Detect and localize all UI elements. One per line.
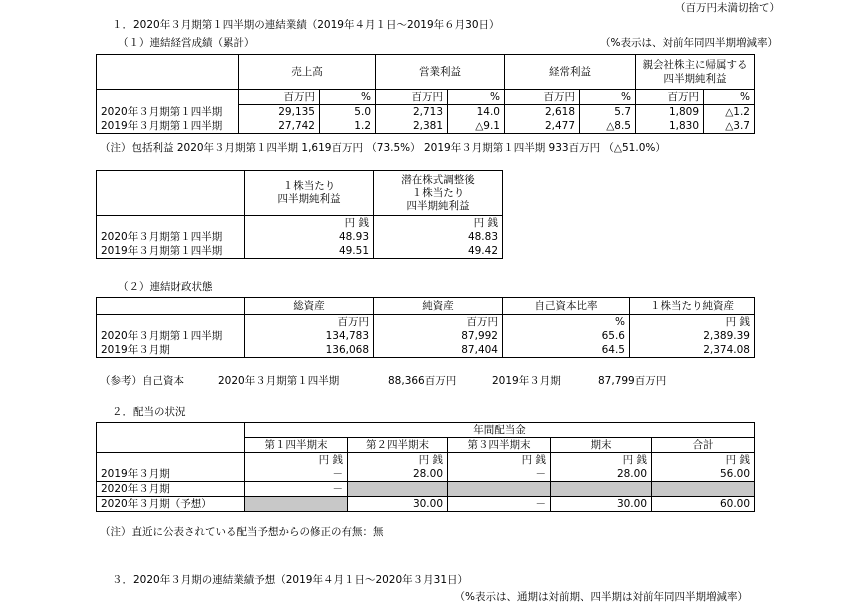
header-bps: １株当たり純資産 bbox=[630, 298, 755, 315]
cell: △8.5 bbox=[580, 119, 636, 134]
table-row bbox=[97, 482, 755, 497]
header-q3: 第３四半期末 bbox=[448, 438, 551, 453]
table-row bbox=[97, 329, 755, 343]
table-row bbox=[97, 497, 755, 512]
unit: 百万円 bbox=[239, 90, 320, 105]
header-q1: 第１四半期末 bbox=[245, 438, 348, 453]
row-label: 2020年３月期第１四半期 bbox=[101, 329, 223, 342]
cell: 2,389.39 bbox=[630, 329, 755, 343]
unit: 百万円 bbox=[374, 315, 503, 330]
header-net-assets: 純資産 bbox=[374, 298, 503, 315]
cell: 27,742 bbox=[239, 119, 320, 134]
table-row bbox=[97, 244, 503, 259]
percent-note: （%表示は、対前年同四半期増減率） bbox=[600, 37, 778, 49]
header-equity-ratio: 自己資本比率 bbox=[503, 298, 630, 315]
row-label: 2019年３月期 bbox=[101, 343, 170, 356]
row-label: 2019年３月期 bbox=[101, 467, 170, 480]
cell: 48.83 bbox=[374, 230, 503, 244]
row-label: 2020年３月期第１四半期 bbox=[101, 105, 223, 118]
cell: 136,068 bbox=[245, 343, 374, 358]
header-net-income: 親会社株主に帰属する 四半期純利益 bbox=[636, 55, 755, 90]
section2-title: ２．配当の状況 bbox=[112, 406, 186, 418]
header-operating-income: 営業利益 bbox=[376, 55, 505, 90]
table-row bbox=[97, 105, 755, 120]
cell: 2,381 bbox=[376, 119, 448, 134]
forecast-percent-note: （%表示は、通期は対前期、四半期は対前年同四半期増減率） bbox=[454, 591, 748, 603]
table-row bbox=[97, 230, 503, 244]
cell: 2,374.08 bbox=[630, 343, 755, 358]
cell: △1.2 bbox=[704, 105, 755, 120]
unit: 百万円 bbox=[376, 90, 448, 105]
operating-results-title: （１）連結経営成績（累計） bbox=[118, 37, 255, 49]
financial-position-title: （２）連結財政状態 bbox=[118, 281, 213, 293]
unit: % bbox=[580, 90, 636, 105]
cell: 28.00 bbox=[551, 467, 652, 482]
reference-period-1: 2020年３月期第１四半期 bbox=[218, 375, 340, 387]
per-share-table bbox=[96, 170, 503, 259]
header-annual-dividends: 年間配当金 bbox=[245, 423, 755, 438]
header-diluted-eps: 潜在株式調整後 １株当たり 四半期純利益 bbox=[374, 171, 503, 216]
financial-position-table bbox=[96, 297, 755, 358]
cell: 48.93 bbox=[245, 230, 374, 244]
table-row bbox=[97, 119, 755, 134]
header-sales: 売上高 bbox=[239, 55, 376, 90]
dividends-table bbox=[96, 422, 755, 512]
reference-value-2: 87,799百万円 bbox=[598, 375, 667, 387]
cell bbox=[551, 482, 652, 497]
unit: % bbox=[704, 90, 755, 105]
cell: 134,783 bbox=[245, 329, 374, 343]
cell: － bbox=[448, 497, 551, 512]
unit: 円 銭 bbox=[448, 453, 551, 468]
cell bbox=[652, 482, 755, 497]
cell: 1,809 bbox=[636, 105, 704, 120]
cell: 56.00 bbox=[652, 467, 755, 482]
cell: 29,135 bbox=[239, 105, 320, 120]
cell: 1,830 bbox=[636, 119, 704, 134]
cell bbox=[448, 482, 551, 497]
cell: 2,618 bbox=[505, 105, 580, 120]
cell: － bbox=[448, 467, 551, 482]
cell: △3.7 bbox=[704, 119, 755, 134]
cell: 87,404 bbox=[374, 343, 503, 358]
unit: % bbox=[503, 315, 630, 330]
cell: 1.2 bbox=[320, 119, 376, 134]
header-year-end: 期末 bbox=[551, 438, 652, 453]
cell: 30.00 bbox=[348, 497, 448, 512]
cell: 49.51 bbox=[245, 244, 374, 259]
unit: 円 銭 bbox=[348, 453, 448, 468]
unit: 円 銭 bbox=[630, 315, 755, 330]
table-row bbox=[97, 343, 755, 358]
cell: 2,713 bbox=[376, 105, 448, 120]
comprehensive-income-note: （注）包括利益 2020年３月期第１四半期 1,619百万円 （73.5%） 2019年３月期第１四半期 933百万円 （△51.0%） bbox=[100, 142, 666, 154]
unit: 円 銭 bbox=[374, 216, 503, 231]
cell: 87,992 bbox=[374, 329, 503, 343]
unit: 円 銭 bbox=[551, 453, 652, 468]
cell: 30.00 bbox=[551, 497, 652, 512]
dividend-revision-note: （注）直近に公表されている配当予想からの修正の有無：無 bbox=[100, 526, 384, 538]
section3-title: ３．2020年３月期の連結業績予想（2019年４月１日～2020年３月31日） bbox=[112, 574, 469, 586]
cell: 2,477 bbox=[505, 119, 580, 134]
cell: 65.6 bbox=[503, 329, 630, 343]
unit: 百万円 bbox=[505, 90, 580, 105]
cell: 49.42 bbox=[374, 244, 503, 259]
section1-title: １．2020年３月期第１四半期の連結業績（2019年４月１日～2019年６月30日） bbox=[112, 19, 500, 31]
unit: 円 銭 bbox=[245, 453, 348, 468]
row-label: 2019年３月期第１四半期 bbox=[101, 119, 223, 132]
unit: 円 銭 bbox=[652, 453, 755, 468]
cell bbox=[245, 497, 348, 512]
row-label: 2019年３月期第１四半期 bbox=[101, 244, 223, 257]
cell: 5.0 bbox=[320, 105, 376, 120]
table-row bbox=[97, 467, 755, 482]
reference-equity-label: （参考）自己資本 bbox=[100, 375, 184, 387]
header-q2: 第２四半期末 bbox=[348, 438, 448, 453]
unit: % bbox=[448, 90, 505, 105]
reference-value-1: 88,366百万円 bbox=[388, 375, 457, 387]
header-total-assets: 総資産 bbox=[245, 298, 374, 315]
header-total: 合計 bbox=[652, 438, 755, 453]
unit: 円 銭 bbox=[245, 216, 374, 231]
row-label: 2020年３月期第１四半期 bbox=[101, 230, 223, 243]
cell: 5.7 bbox=[580, 105, 636, 120]
unit: 百万円 bbox=[245, 315, 374, 330]
cell: 60.00 bbox=[652, 497, 755, 512]
row-label: 2020年３月期 bbox=[97, 482, 245, 497]
unit: % bbox=[320, 90, 376, 105]
cell: 14.0 bbox=[448, 105, 505, 120]
row-label: 2020年３月期（予想） bbox=[97, 497, 245, 512]
cell: 28.00 bbox=[348, 467, 448, 482]
header-eps: １株当たり 四半期純利益 bbox=[245, 171, 374, 216]
operating-results-table bbox=[96, 54, 755, 134]
cell: 64.5 bbox=[503, 343, 630, 358]
cell: － bbox=[245, 467, 348, 482]
cell bbox=[348, 482, 448, 497]
cell: △9.1 bbox=[448, 119, 505, 134]
unit: 百万円 bbox=[636, 90, 704, 105]
rounding-note: （百万円未満切捨て） bbox=[675, 2, 780, 14]
reference-period-2: 2019年３月期 bbox=[492, 375, 561, 387]
cell: － bbox=[245, 482, 348, 497]
header-ordinary-income: 経常利益 bbox=[505, 55, 636, 90]
